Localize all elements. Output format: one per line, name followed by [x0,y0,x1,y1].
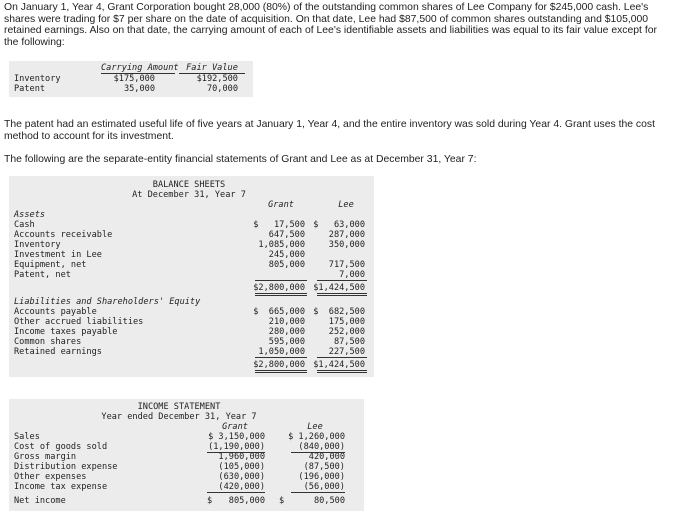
fv-row-patent-label: Patent [14,84,46,94]
bs-liab-lee: 175,000 [328,317,365,327]
fair-value-header: Fair Value [186,63,238,73]
bs-asset-label: Patent, net [14,270,71,280]
fv-row-patent-fair: 70,000 [206,84,238,94]
is-row-grant: (420,000) [218,482,265,492]
fv-row-inventory-label: Inventory [14,74,61,84]
is-net-lee-sign: $ [279,496,285,506]
is-col-grant: Grant [222,422,248,432]
statements-intro-paragraph: The following are the separate-entity financial statements of Grant and Lee as at December 31, Year 7: [4,154,477,165]
bs-asset-grant: 805,000 [268,260,305,270]
bs-asset-label: Cash [14,220,35,230]
income-statement-subtitle: Year ended December 31, Year 7 [101,412,257,422]
is-row-label: Distribution expense [14,462,118,472]
bs-asset-grant: 1,085,000 [258,240,305,250]
bs-asset-lee: 350,000 [328,240,365,250]
bs-asset-label: Investment in Lee [14,250,102,260]
is-row-label: Other expenses [14,472,87,482]
patent-paragraph: The patent had an estimated useful life of five years at January 1, Year 4, and the entire inventory was sold during Year 4. Grant uses the cost method to account for its investment. [4,119,655,142]
is-net-grant: 805,000 [228,496,265,506]
is-row-lee: (840,000) [298,442,345,452]
bs-liab-grant: 210,000 [268,317,305,327]
income-statement-title: INCOME STATEMENT [137,402,221,412]
assets-header: Assets [14,210,46,220]
is-row-lee: (56,000) [303,482,345,492]
is-net-income-label: Net income [14,496,66,506]
bs-asset-label: Accounts receivable [14,230,113,240]
is-row-lee: 420,000 [308,452,345,462]
bs-assets-total-grant: $2,800,000 [253,283,305,293]
bs-asset-lee: 717,500 [328,260,365,270]
is-net-grant-sign: $ [207,496,213,506]
balance-sheet-title: BALANCE SHEETS [152,180,226,190]
bs-liab-grant: $ 665,000 [253,307,305,317]
bs-asset-lee: 7,000 [339,270,365,280]
bs-asset-lee: $ 63,000 [313,220,365,230]
bs-asset-label: Inventory [14,240,61,250]
carrying-amount-header: Carrying Amount [101,63,179,73]
bs-liab-grant: 280,000 [268,327,305,337]
bs-liab-label: Common shares [14,337,82,347]
is-row-lee: (196,000) [298,472,345,482]
bs-asset-grant: $ 17,500 [253,220,305,230]
fv-row-inventory-carrying: $175,000 [113,74,155,84]
intro-paragraph: On January 1, Year 4, Grant Corporation bought 28,000 (80%) of the outstanding common shares of Lee Company for $245,000 cash. Lee's shares were trading for $7 per share on the date of acquisition. On that date, Lee had $87,500 of common shares outstanding and $105,000 retained earnings. Also on that date, the carrying amount of each of Lee's identifiable assets and liabilities was equal to its fair value except for the following: [4,2,657,48]
bs-liab-lee: $ 682,500 [313,307,365,317]
bs-asset-grant: 245,000 [268,250,305,260]
bs-asset-grant: 647,500 [268,230,305,240]
is-row-lee: (87,500) [303,462,345,472]
is-row-grant: $ 3,150,000 [208,432,265,442]
bs-liab-lee: 252,000 [328,327,365,337]
bs-col-grant: Grant [268,200,294,210]
bs-col-lee: Lee [338,200,354,210]
is-row-lee: $ 1,260,000 [288,432,345,442]
is-row-grant: (630,000) [218,472,265,482]
fair-value-table [9,61,253,97]
bs-liab-label: Income taxes payable [14,327,118,337]
bs-liab-label: Other accrued liabilities [14,317,144,327]
is-row-label: Gross margin [14,452,77,462]
balance-sheet-subtitle: At December 31, Year 7 [132,190,246,200]
fv-row-inventory-fair: $192,500 [196,74,238,84]
bs-liab-label: Accounts payable [14,307,97,317]
balance-sheet [9,176,374,377]
is-row-grant: 1,960,000 [218,452,265,462]
bs-liab-grant: 1,050,000 [258,347,305,357]
is-row-grant: (105,000) [218,462,265,472]
bs-liab-label: Retained earnings [14,347,102,357]
liabilities-header: Liabilities and Shareholders' Equity [14,297,201,307]
fv-row-patent-carrying: 35,000 [123,84,155,94]
bs-liab-total-lee: $1,424,500 [313,360,365,370]
bs-liab-lee: 227,500 [328,347,365,357]
is-row-label: Income tax expense [14,482,108,492]
is-col-lee: Lee [307,422,323,432]
bs-asset-label: Equipment, net [14,260,87,270]
bs-liab-total-grant: $2,800,000 [253,360,305,370]
is-row-label: Cost of goods sold [14,442,108,452]
is-row-grant: (1,190,000) [208,442,265,452]
bs-liab-lee: 87,500 [333,337,365,347]
is-row-label: Sales [14,432,40,442]
bs-asset-lee: 287,000 [328,230,365,240]
bs-liab-grant: 595,000 [268,337,305,347]
is-net-lee: 80,500 [313,496,345,506]
bs-assets-total-lee: $1,424,500 [313,283,365,293]
income-statement [9,399,364,511]
